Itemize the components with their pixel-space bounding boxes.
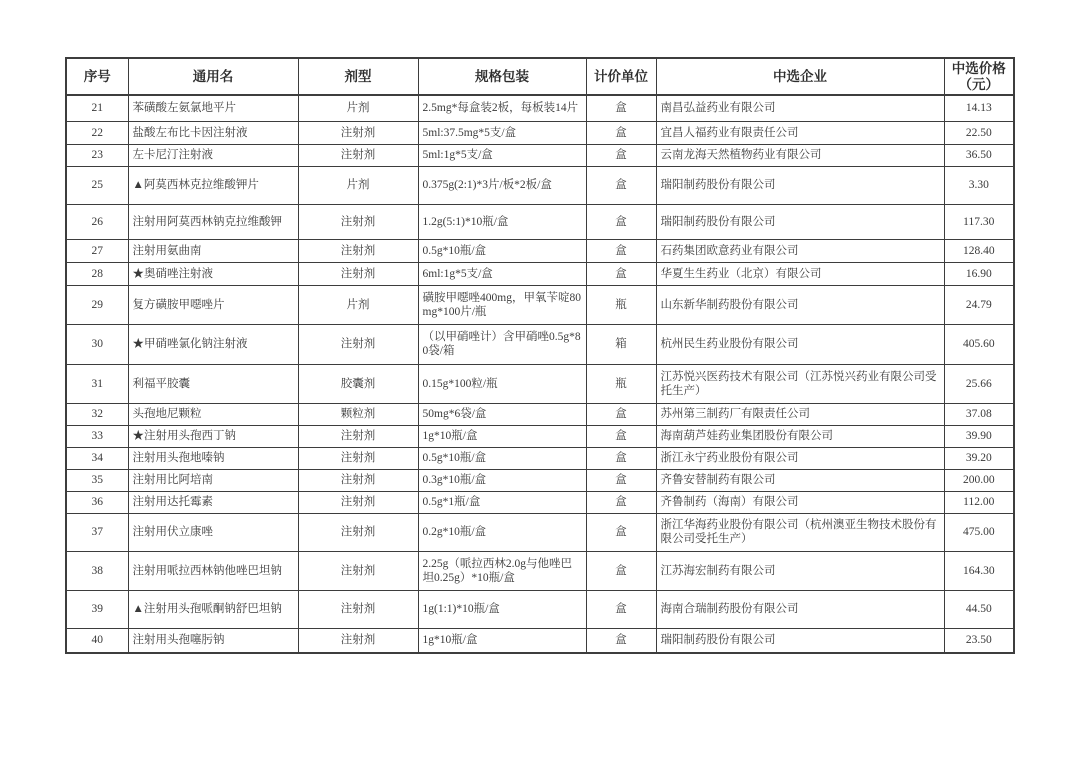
cell-pricing-unit: 盒 (586, 425, 656, 447)
cell-selected-price: 405.60 (944, 324, 1014, 364)
table-row (66, 324, 1014, 364)
cell-serial-number: 28 (66, 262, 128, 285)
cell-generic-name: 注射用比阿培南 (128, 469, 298, 491)
cell-selected-price: 3.30 (944, 166, 1014, 204)
cell-generic-name: 左卡尼汀注射液 (128, 144, 298, 166)
cell-selected-price: 37.08 (944, 403, 1014, 425)
table-row (66, 364, 1014, 403)
cell-generic-name: 注射用伏立康唑 (128, 513, 298, 551)
cell-selected-price: 117.30 (944, 204, 1014, 239)
cell-spec-package: 磺胺甲噁唑400mg，甲氧苄啶80mg*100片/瓶 (418, 285, 586, 324)
cell-spec-package: 0.5g*10瓶/盒 (418, 447, 586, 469)
cell-dosage-form: 注射剂 (298, 324, 418, 364)
cell-selected-price: 39.20 (944, 447, 1014, 469)
cell-selected-company: 云南龙海天然植物药业有限公司 (656, 144, 944, 166)
col-header-spec-package: 规格包装 (418, 58, 586, 95)
cell-spec-package: 50mg*6袋/盒 (418, 403, 586, 425)
cell-spec-package: 0.3g*10瓶/盒 (418, 469, 586, 491)
cell-generic-name: 注射用阿莫西林钠克拉维酸钾 (128, 204, 298, 239)
col-header-selected-price: 中选价格（元） (944, 58, 1014, 95)
cell-selected-price: 24.79 (944, 285, 1014, 324)
cell-pricing-unit: 盒 (586, 403, 656, 425)
cell-serial-number: 30 (66, 324, 128, 364)
table-row (66, 239, 1014, 262)
cell-serial-number: 27 (66, 239, 128, 262)
cell-dosage-form: 注射剂 (298, 144, 418, 166)
cell-spec-package: （以甲硝唑计）含甲硝唑0.5g*80袋/箱 (418, 324, 586, 364)
cell-selected-company: 海南合瑞制药股份有限公司 (656, 590, 944, 628)
cell-generic-name: 复方磺胺甲噁唑片 (128, 285, 298, 324)
cell-generic-name: ★注射用头孢西丁钠 (128, 425, 298, 447)
cell-dosage-form: 注射剂 (298, 121, 418, 144)
table-header (66, 58, 1014, 95)
cell-spec-package: 0.15g*100粒/瓶 (418, 364, 586, 403)
drug-price-table (65, 57, 1015, 654)
cell-pricing-unit: 盒 (586, 95, 656, 121)
cell-dosage-form: 注射剂 (298, 551, 418, 590)
cell-selected-company: 苏州第三制药厂有限责任公司 (656, 403, 944, 425)
cell-serial-number: 32 (66, 403, 128, 425)
cell-pricing-unit: 瓶 (586, 285, 656, 324)
cell-selected-price: 25.66 (944, 364, 1014, 403)
cell-spec-package: 2.5mg*每盒装2板，每板装14片 (418, 95, 586, 121)
cell-selected-company: 海南葫芦娃药业集团股份有限公司 (656, 425, 944, 447)
col-header-selected-company: 中选企业 (656, 58, 944, 95)
table-row (66, 262, 1014, 285)
cell-serial-number: 25 (66, 166, 128, 204)
cell-dosage-form: 注射剂 (298, 262, 418, 285)
cell-serial-number: 26 (66, 204, 128, 239)
cell-dosage-form: 片剂 (298, 285, 418, 324)
cell-pricing-unit: 盒 (586, 239, 656, 262)
cell-serial-number: 40 (66, 628, 128, 653)
cell-spec-package: 6ml:1g*5支/盒 (418, 262, 586, 285)
cell-selected-price: 112.00 (944, 491, 1014, 513)
cell-dosage-form: 颗粒剂 (298, 403, 418, 425)
table-row (66, 551, 1014, 590)
cell-selected-company: 齐鲁安替制药有限公司 (656, 469, 944, 491)
cell-pricing-unit: 盒 (586, 513, 656, 551)
cell-spec-package: 1g*10瓶/盒 (418, 628, 586, 653)
cell-selected-company: 石药集团欧意药业有限公司 (656, 239, 944, 262)
cell-pricing-unit: 盒 (586, 144, 656, 166)
cell-selected-price: 39.90 (944, 425, 1014, 447)
cell-selected-company: 华夏生生药业（北京）有限公司 (656, 262, 944, 285)
cell-spec-package: 2.25g（哌拉西林2.0g与他唑巴坦0.25g）*10瓶/盒 (418, 551, 586, 590)
col-header-dosage-form: 剂型 (298, 58, 418, 95)
cell-spec-package: 0.5g*1瓶/盒 (418, 491, 586, 513)
cell-dosage-form: 注射剂 (298, 447, 418, 469)
cell-serial-number: 38 (66, 551, 128, 590)
cell-generic-name: 注射用头孢噻肟钠 (128, 628, 298, 653)
table-row (66, 144, 1014, 166)
cell-spec-package: 1g(1:1)*10瓶/盒 (418, 590, 586, 628)
cell-dosage-form: 注射剂 (298, 469, 418, 491)
table-row (66, 425, 1014, 447)
cell-selected-company: 瑞阳制药股份有限公司 (656, 166, 944, 204)
cell-pricing-unit: 盒 (586, 491, 656, 513)
cell-dosage-form: 注射剂 (298, 628, 418, 653)
cell-dosage-form: 注射剂 (298, 239, 418, 262)
cell-serial-number: 37 (66, 513, 128, 551)
cell-pricing-unit: 箱 (586, 324, 656, 364)
table-row (66, 447, 1014, 469)
table-body (66, 95, 1014, 653)
table-row (66, 513, 1014, 551)
table-row (66, 491, 1014, 513)
cell-selected-price: 16.90 (944, 262, 1014, 285)
cell-dosage-form: 注射剂 (298, 513, 418, 551)
cell-spec-package: 0.375g(2:1)*3片/板*2板/盒 (418, 166, 586, 204)
cell-selected-price: 22.50 (944, 121, 1014, 144)
cell-selected-company: 浙江华海药业股份有限公司（杭州澳亚生物技术股份有限公司受托生产） (656, 513, 944, 551)
cell-spec-package: 1g*10瓶/盒 (418, 425, 586, 447)
cell-serial-number: 29 (66, 285, 128, 324)
cell-serial-number: 31 (66, 364, 128, 403)
table-row (66, 121, 1014, 144)
table-row (66, 590, 1014, 628)
table-row (66, 628, 1014, 653)
cell-selected-price: 36.50 (944, 144, 1014, 166)
cell-dosage-form: 胶囊剂 (298, 364, 418, 403)
cell-spec-package: 5ml:1g*5支/盒 (418, 144, 586, 166)
cell-pricing-unit: 盒 (586, 447, 656, 469)
cell-generic-name: 苯磺酸左氨氯地平片 (128, 95, 298, 121)
cell-spec-package: 0.2g*10瓶/盒 (418, 513, 586, 551)
cell-selected-company: 瑞阳制药股份有限公司 (656, 628, 944, 653)
cell-selected-price: 14.13 (944, 95, 1014, 121)
cell-selected-company: 山东新华制药股份有限公司 (656, 285, 944, 324)
cell-selected-price: 23.50 (944, 628, 1014, 653)
cell-generic-name: ▲注射用头孢哌酮钠舒巴坦钠 (128, 590, 298, 628)
cell-selected-company: 齐鲁制药（海南）有限公司 (656, 491, 944, 513)
cell-serial-number: 22 (66, 121, 128, 144)
cell-selected-price: 475.00 (944, 513, 1014, 551)
cell-selected-company: 杭州民生药业股份有限公司 (656, 324, 944, 364)
table-row (66, 204, 1014, 239)
cell-generic-name: 注射用头孢地嗪钠 (128, 447, 298, 469)
table-row (66, 469, 1014, 491)
cell-selected-price: 200.00 (944, 469, 1014, 491)
cell-generic-name: 注射用氨曲南 (128, 239, 298, 262)
cell-generic-name: 利福平胶囊 (128, 364, 298, 403)
cell-selected-company: 江苏悦兴医药技术有限公司（江苏悦兴药业有限公司受托生产） (656, 364, 944, 403)
cell-spec-package: 0.5g*10瓶/盒 (418, 239, 586, 262)
cell-generic-name: 头孢地尼颗粒 (128, 403, 298, 425)
col-header-serial-number: 序号 (66, 58, 128, 95)
cell-dosage-form: 注射剂 (298, 590, 418, 628)
cell-pricing-unit: 盒 (586, 469, 656, 491)
cell-serial-number: 35 (66, 469, 128, 491)
table-row (66, 403, 1014, 425)
cell-spec-package: 1.2g(5:1)*10瓶/盒 (418, 204, 586, 239)
cell-serial-number: 23 (66, 144, 128, 166)
cell-serial-number: 36 (66, 491, 128, 513)
cell-selected-company: 江苏海宏制药有限公司 (656, 551, 944, 590)
cell-dosage-form: 注射剂 (298, 425, 418, 447)
cell-dosage-form: 注射剂 (298, 491, 418, 513)
cell-selected-price: 44.50 (944, 590, 1014, 628)
table-row (66, 285, 1014, 324)
cell-spec-package: 5ml:37.5mg*5支/盒 (418, 121, 586, 144)
table-row (66, 166, 1014, 204)
cell-serial-number: 34 (66, 447, 128, 469)
cell-serial-number: 33 (66, 425, 128, 447)
cell-pricing-unit: 盒 (586, 121, 656, 144)
cell-pricing-unit: 盒 (586, 166, 656, 204)
cell-pricing-unit: 盒 (586, 262, 656, 285)
cell-generic-name: 注射用达托霉素 (128, 491, 298, 513)
cell-generic-name: ★甲硝唑氯化钠注射液 (128, 324, 298, 364)
cell-serial-number: 39 (66, 590, 128, 628)
cell-selected-price: 128.40 (944, 239, 1014, 262)
cell-serial-number: 21 (66, 95, 128, 121)
cell-pricing-unit: 瓶 (586, 364, 656, 403)
cell-selected-company: 南昌弘益药业有限公司 (656, 95, 944, 121)
cell-pricing-unit: 盒 (586, 204, 656, 239)
cell-dosage-form: 片剂 (298, 95, 418, 121)
cell-generic-name: ★奥硝唑注射液 (128, 262, 298, 285)
cell-selected-company: 浙江永宁药业股份有限公司 (656, 447, 944, 469)
cell-dosage-form: 片剂 (298, 166, 418, 204)
cell-generic-name: 注射用哌拉西林钠他唑巴坦钠 (128, 551, 298, 590)
cell-generic-name: ▲阿莫西林克拉维酸钾片 (128, 166, 298, 204)
col-header-pricing-unit: 计价单位 (586, 58, 656, 95)
cell-selected-company: 瑞阳制药股份有限公司 (656, 204, 944, 239)
cell-selected-company: 宜昌人福药业有限责任公司 (656, 121, 944, 144)
cell-pricing-unit: 盒 (586, 590, 656, 628)
cell-pricing-unit: 盒 (586, 551, 656, 590)
cell-selected-price: 164.30 (944, 551, 1014, 590)
table-row (66, 95, 1014, 121)
cell-generic-name: 盐酸左布比卡因注射液 (128, 121, 298, 144)
cell-dosage-form: 注射剂 (298, 204, 418, 239)
cell-pricing-unit: 盒 (586, 628, 656, 653)
col-header-generic-name: 通用名 (128, 58, 298, 95)
